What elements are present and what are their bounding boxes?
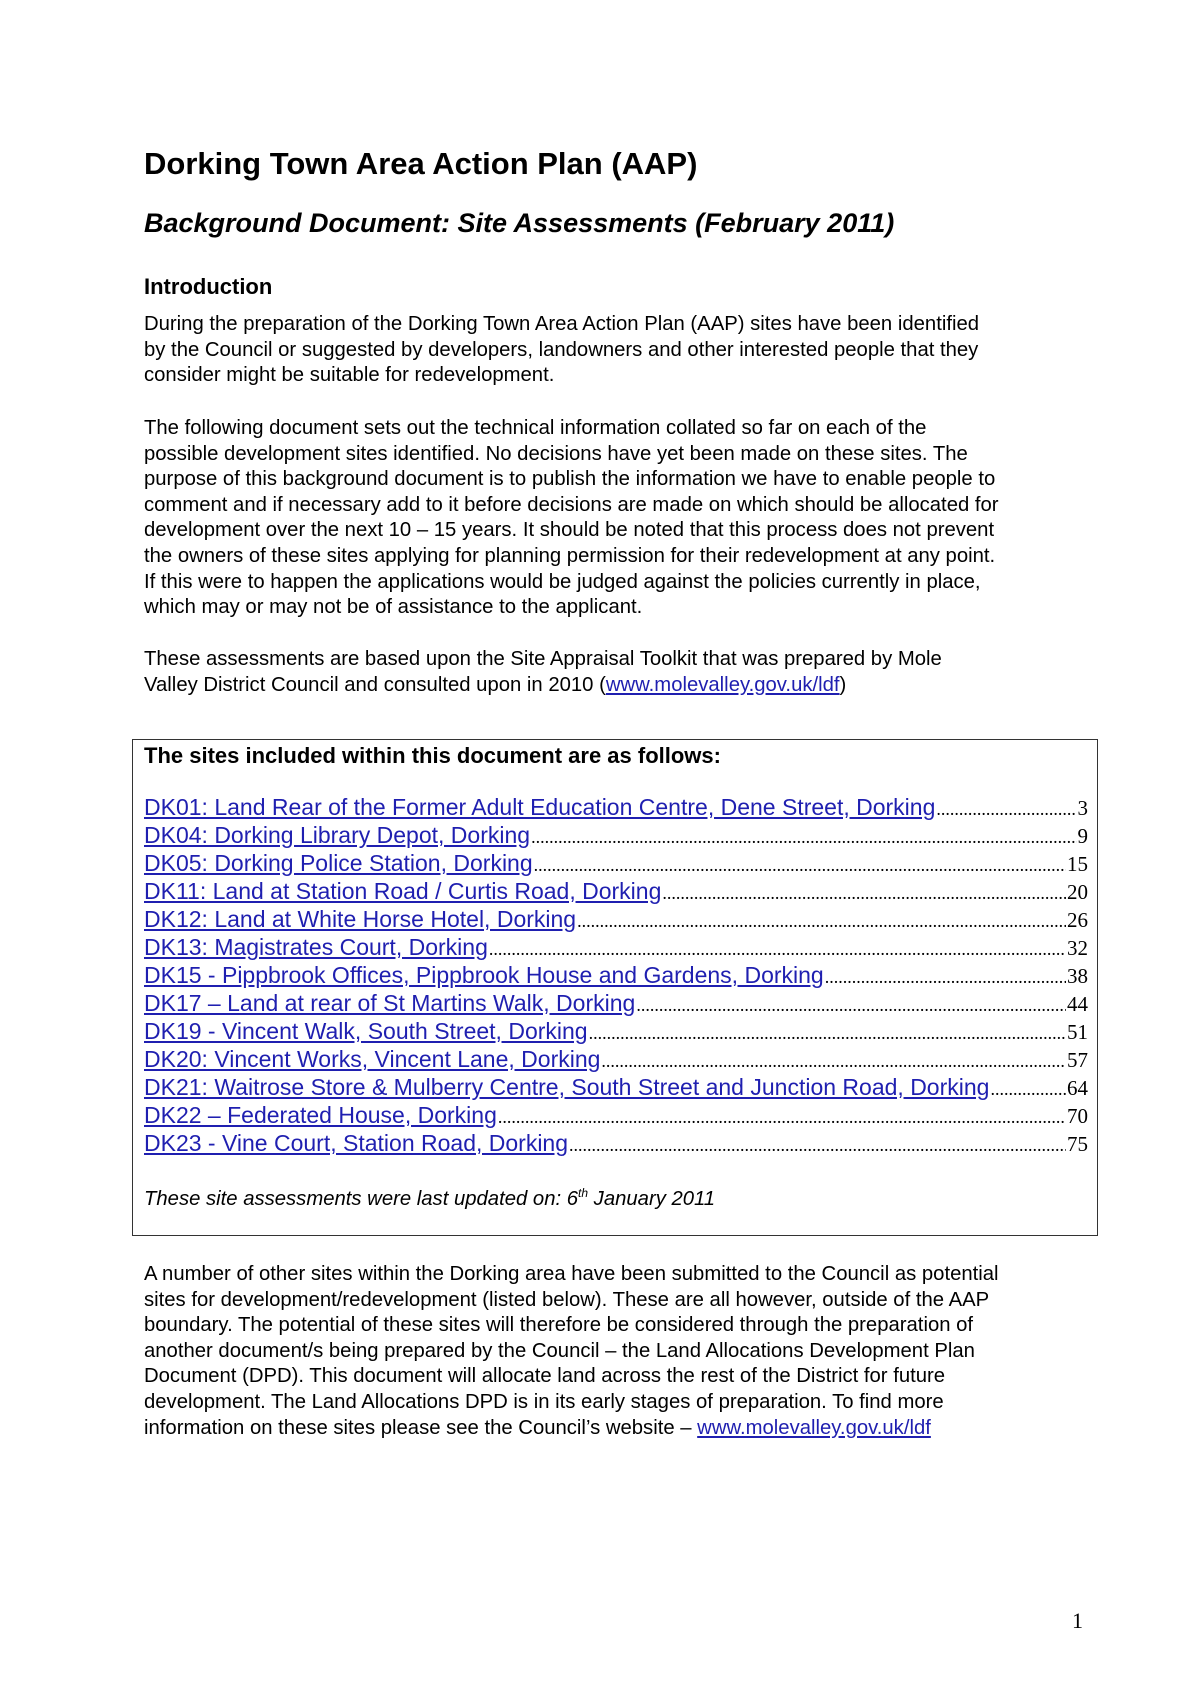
toc-leader-dots xyxy=(489,939,1066,960)
toc-entry[interactable] xyxy=(144,906,1088,934)
toc-entry-page: 57 xyxy=(1067,1048,1088,1072)
toc-entry[interactable] xyxy=(144,822,1088,850)
toc-leader-dots xyxy=(498,1107,1066,1128)
toc-entry-page: 9 xyxy=(1077,824,1088,848)
toc-entry[interactable] xyxy=(144,934,1088,962)
toc-leader-dots xyxy=(577,911,1066,932)
toc-entry-link[interactable]: DK19 - Vincent Walk, South Street, Dorking xyxy=(144,1018,588,1044)
toc-entry[interactable] xyxy=(144,794,1088,822)
toc-entry-link[interactable]: DK21: Waitrose Store & Mulberry Centre, South Street and Junction Road, Dorking xyxy=(144,1074,990,1100)
toc-entry[interactable] xyxy=(144,1018,1088,1046)
molevalley-ldf-link-2[interactable]: www.molevalley.gov.uk/ldf xyxy=(697,1416,931,1439)
toc-entry-page: 70 xyxy=(1067,1104,1088,1128)
toc-entry-page: 64 xyxy=(1067,1076,1088,1100)
toc-entry-page: 38 xyxy=(1067,964,1088,988)
sites-box-heading: The sites included within this document are as follows: xyxy=(144,743,721,768)
toc-entry-link[interactable]: DK01: Land Rear of the Former Adult Education Centre, Dene Street, Dorking xyxy=(144,794,936,820)
last-updated-note: These site assessments were last updated on: 6th January 2011 xyxy=(144,1186,716,1210)
intro-heading: Introduction xyxy=(144,274,273,299)
toc-entry-page: 75 xyxy=(1067,1132,1088,1156)
toc-entry[interactable] xyxy=(144,1130,1088,1158)
page-title: Dorking Town Area Action Plan (AAP) xyxy=(144,146,698,181)
toc-leader-dots xyxy=(662,883,1066,904)
toc-entry-page: 44 xyxy=(1067,992,1088,1016)
toc-entry-page: 32 xyxy=(1067,936,1088,960)
toc-leader-dots xyxy=(569,1135,1066,1156)
toc-leader-dots xyxy=(990,1079,1066,1100)
toc-entry-page: 26 xyxy=(1067,908,1088,932)
toc-entry[interactable] xyxy=(144,962,1088,990)
toc-entry-link[interactable]: DK12: Land at White Horse Hotel, Dorking xyxy=(144,906,577,932)
toolkit-paragraph: These assessments are based upon the Site Appraisal Toolkit that was prepared by Mole Valley District Council and consulted upon in 2010 (www.molevalley.gov.uk/ldf) xyxy=(144,648,942,696)
sites-table-of-contents xyxy=(144,794,1088,1158)
toc-entry[interactable] xyxy=(144,990,1088,1018)
molevalley-ldf-link[interactable]: www.molevalley.gov.uk/ldf xyxy=(605,673,840,696)
toc-entry-page: 15 xyxy=(1067,852,1088,876)
toc-entry-page: 3 xyxy=(1077,796,1088,820)
toc-leader-dots xyxy=(825,967,1066,988)
toc-entry-link[interactable]: DK13: Magistrates Court, Dorking xyxy=(144,934,488,960)
toc-entry[interactable] xyxy=(144,1074,1088,1102)
intro-paragraph-2: The following document sets out the technical information collated so far on each of the possible development sites identified. No decisions have yet been made on these sites. The purpose of this background document is to publish the information we have to enable people to comment and if necessary add to it before decisions are made on which should be allocated for development over the next 10 – 15 years. It should be noted that this process does not prevent the owners of these sites applying for planning permission for their redevelopment at any point. If this were to happen the applications would be judged against the policies currently in place, which may or may not be of assistance to the applicant. xyxy=(144,417,999,619)
toc-entry-link[interactable]: DK15 - Pippbrook Offices, Pippbrook House and Gardens, Dorking xyxy=(144,962,824,988)
toc-leader-dots xyxy=(534,855,1066,876)
other-sites-paragraph: A number of other sites within the Dorking area have been submitted to the Council as potential sites for development/redevelopment (listed below). These are all however, outside of the AAP boundary. The potential of these sites will therefore be considered through the preparation of another document/s being prepared by the Council – the Land Allocations Development Plan Document (DPD). This document will allocate land across the rest of the District for future development. The Land Allocations DPD is in its early stages of preparation. To find more information on these sites please see the Council’s website – www.molevalley.gov.uk/ldf xyxy=(144,1263,999,1439)
page-number: 1 xyxy=(1072,1608,1083,1633)
toc-entry-page: 51 xyxy=(1067,1020,1088,1044)
toc-entry[interactable] xyxy=(144,1046,1088,1074)
toc-entry-link[interactable]: DK20: Vincent Works, Vincent Lane, Dorking xyxy=(144,1046,601,1072)
page-subtitle: Background Document: Site Assessments (February 2011) xyxy=(144,208,895,238)
toc-leader-dots xyxy=(589,1023,1066,1044)
toc-entry-link[interactable]: DK04: Dorking Library Depot, Dorking xyxy=(144,822,531,848)
toc-entry[interactable] xyxy=(144,1102,1088,1130)
toc-entry-link[interactable]: DK23 - Vine Court, Station Road, Dorking xyxy=(144,1130,569,1156)
toc-leader-dots xyxy=(636,995,1066,1016)
toc-entry-link[interactable]: DK17 – Land at rear of St Martins Walk, Dorking xyxy=(144,990,636,1016)
toc-leader-dots xyxy=(936,799,1076,820)
toc-leader-dots xyxy=(601,1051,1066,1072)
toc-leader-dots xyxy=(531,827,1076,848)
toc-entry[interactable] xyxy=(144,850,1088,878)
toc-entry-page: 20 xyxy=(1067,880,1088,904)
toc-entry[interactable] xyxy=(144,878,1088,906)
intro-paragraph-1: During the preparation of the Dorking Town Area Action Plan (AAP) sites have been identified by the Council or suggested by developers, landowners and other interested people that they consider might be suitable for redevelopment. xyxy=(144,313,980,387)
toc-entry-link[interactable]: DK05: Dorking Police Station, Dorking xyxy=(144,850,533,876)
toc-entry-link[interactable]: DK11: Land at Station Road / Curtis Road, Dorking xyxy=(144,878,662,904)
toc-entry-link[interactable]: DK22 – Federated House, Dorking xyxy=(144,1102,497,1128)
